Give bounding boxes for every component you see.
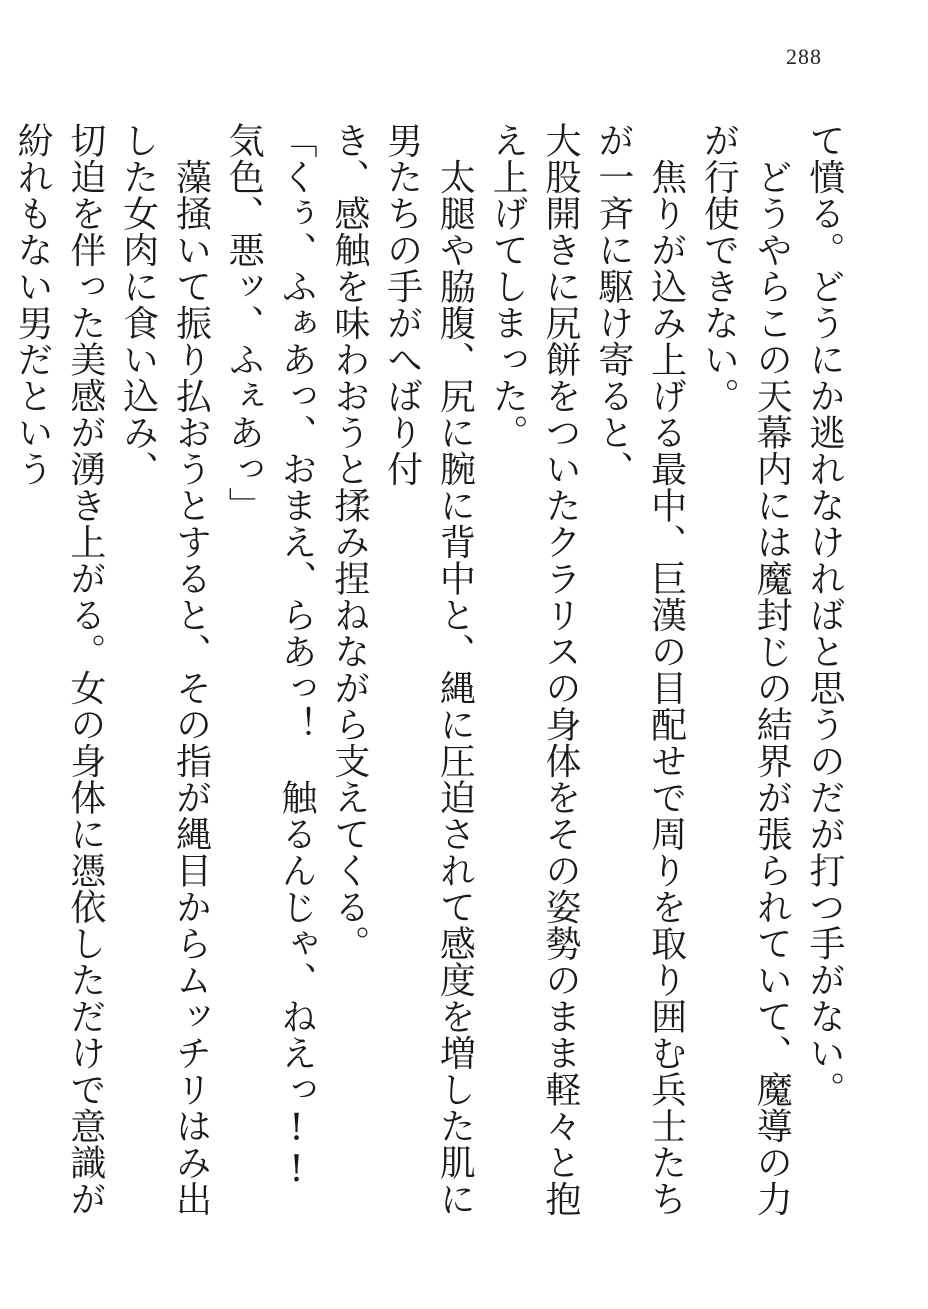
text-line [0,122,5,1252]
text-line: き、感触を味わおうと揉み捏ねながら支えてくる。 [328,122,370,962]
text-line: 「くぅ、ふぁあっ、おまえ、らあっ！ 触るんじゃ、ねえっ!! 気色、悪ッ、ふぇあっ」 [223,122,318,1227]
text-line: 大股開きに尻餅をついたクラリスの身体をその姿勢のまま軽々と抱え上げてしまった。 [487,122,582,1217]
vertical-text-block [12,122,850,1252]
page-number: 288 [786,44,822,69]
text-line: 藻掻いて振り払おうとすると、その指が縄目からムッチリはみ出した女肉に食い込み、 [117,122,212,1217]
text-line: 切迫を伴った美感が湧き上がる。女の身体に憑依しただけで意識が紛れもない男だという [12,122,106,1217]
text-line: て憤る。どうにか逃れなければと思うのだが打つ手がない。 [804,122,845,1108]
text-line: どうやらこの天幕内には魔封じの結界が張られていて、魔導の力が行使できない。 [698,122,793,1217]
text-line: 焦りが込み上げる最中、巨漢の目配せで周りを取り囲む兵士たちが一斉に駆け寄ると、 [592,122,687,1217]
text-line: 太腿や脇腹、尻に腕に背中と、縄に圧迫されて感度を増した肌に男たちの手がへばり付 [381,122,476,1217]
